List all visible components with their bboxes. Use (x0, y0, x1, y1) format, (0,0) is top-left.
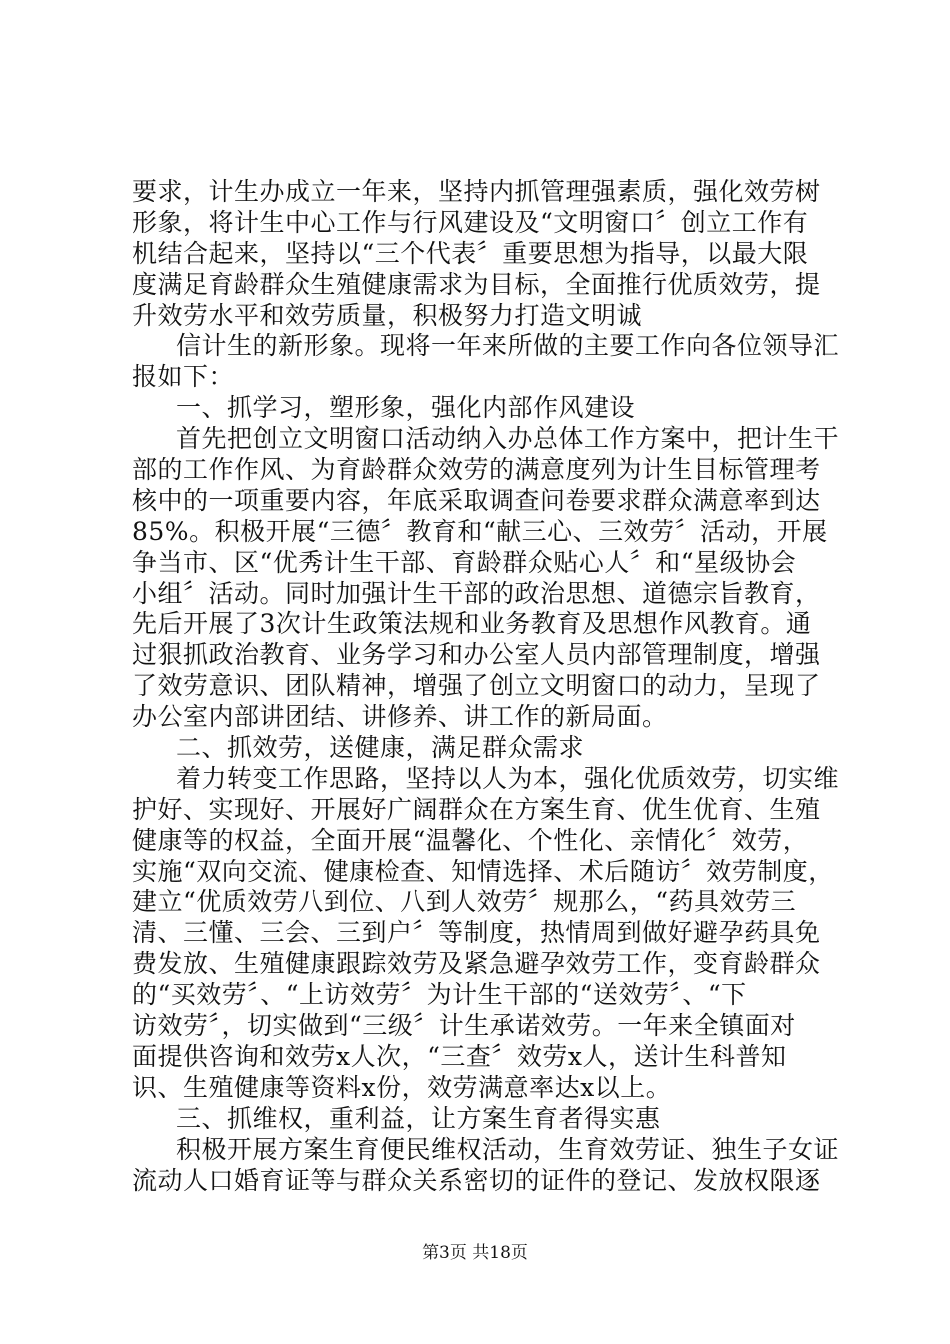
text-line: 着力转变工作思路，坚持以人为本，强化优质效劳，切实维 (176, 763, 840, 793)
text-line: 85%。积极开展“三德〞教育和“献三心、三效劳〞活动，开展 (132, 516, 828, 546)
text-line: 健康等的权益，全面开展“温馨化、个性化、亲情化〞效劳， (132, 825, 809, 855)
text-line: 办公室内部讲团结、讲修养、讲工作的新局面。 (132, 702, 668, 732)
text-line: 建立“优质效劳八到位、八到人效劳〞规那么，“药具效劳三 (132, 887, 797, 917)
text-line: 形象，将计生中心工作与行风建设及“文明窗口〞创立工作有 (132, 207, 809, 237)
text-line: 小组〞活动。同时加强计生干部的政治思想、道德宗旨教育， (132, 578, 821, 608)
text-line: 一、抓学习，塑形象，强化内部作风建设 (176, 393, 636, 423)
text-line: 升效劳水平和效劳质量，积极努力打造文明诚 (132, 300, 643, 330)
text-line: 积极开展方案生育便民维权活动，生育效劳证、独生子女证 (176, 1134, 840, 1164)
text-line: 实施“双向交流、健康检查、知情选择、术后随访〞效劳制度， (132, 856, 834, 886)
text-line: 护好、实现好、开展好广阔群众在方案生育、优生优育、生殖 (132, 794, 821, 824)
text-line: 信计生的新形象。现将一年来所做的主要工作向各位领导汇 (176, 331, 840, 361)
page-number-text: 第3页 共18页 (422, 1243, 528, 1263)
document-body (132, 177, 840, 1196)
text-line: 机结合起来，坚持以“三个代表〞重要思想为指导，以最大限 (132, 238, 809, 268)
text-line: 要求，计生办成立一年来，坚持内抓管理强素质，强化效劳树 (132, 177, 821, 206)
text-line: 的“买效劳〞、“上访效劳〞为计生干部的“送效劳〞、“下 (132, 980, 747, 1010)
text-line: 首先把创立文明窗口活动纳入办总体工作方案中，把计生干 (176, 424, 840, 454)
text-line: 流动人口婚育证等与群众关系密切的证件的登记、发放权限逐 (132, 1165, 821, 1195)
text-line: 费发放、生殖健康跟踪效劳及紧急避孕效劳工作，变育龄群众 (132, 949, 821, 979)
text-line: 报如下： (132, 362, 235, 392)
text-line: 先后开展了3次计生政策法规和业务教育及思想作风教育。通 (132, 609, 812, 639)
text-line: 清、三懂、三会、三到户〞等制度，热情周到做好避孕药具免 (132, 918, 821, 948)
text-line: 度满足育龄群众生殖健康需求为目标，全面推行优质效劳，提 (132, 269, 821, 299)
text-line: 二、抓效劳，送健康，满足群众需求 (176, 733, 585, 763)
text-line: 三、抓维权，重利益，让方案生育者得实惠 (176, 1103, 661, 1133)
text-line: 了效劳意识、团队精神，增强了创立文明窗口的动力，呈现了 (132, 671, 821, 701)
page-footer (0, 1243, 950, 1263)
text-line: 争当市、区“优秀计生干部、育龄群众贴心人〞和“星级协会 (132, 547, 797, 577)
text-line: 核中的一项重要内容，年底采取调查问卷要求群众满意率到达 (132, 485, 821, 515)
text-line: 识、生殖健康等资料x份，效劳满意率达x以上。 (132, 1072, 672, 1102)
text-line: 部的工作作风、为育龄群众效劳的满意度列为计生目标管理考 (132, 455, 821, 485)
text-line: 访效劳〞，切实做到“三级〞计生承诺效劳。一年来全镇面对 (132, 1011, 796, 1041)
text-line: 过狠抓政治教育、业务学习和办公室人员内部管理制度，增强 (132, 640, 821, 670)
text-line: 面提供咨询和效劳x人次，“三查〞效劳x人，送计生科普知 (132, 1041, 787, 1071)
